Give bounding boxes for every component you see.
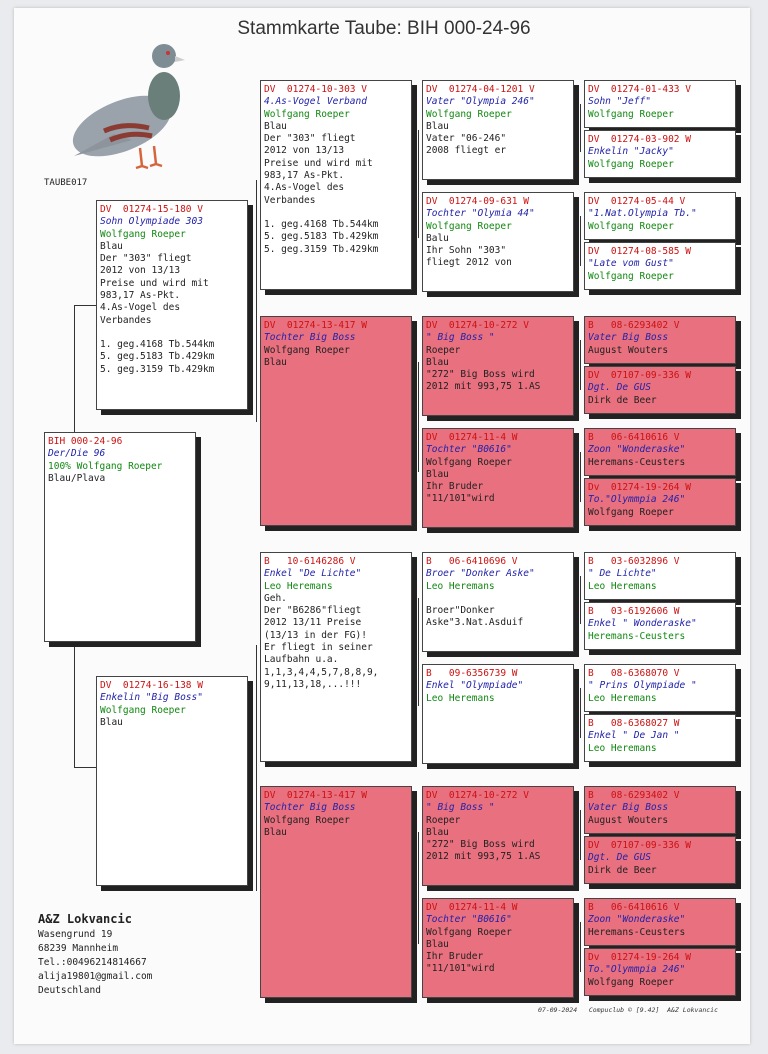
card-line: Leo Heremans — [588, 580, 657, 592]
card-line: Tochter Big Boss — [264, 332, 356, 344]
card-line: "Late vom Gust" — [588, 258, 674, 270]
ring-number: DV 07107-09-336 W — [588, 840, 691, 851]
card-line: Leo Heremans — [264, 580, 333, 592]
ring-number: B 03-6032896 V — [588, 556, 680, 567]
card-line: 4.As-Vogel des — [264, 182, 345, 194]
card-line: Blau — [426, 468, 449, 480]
card-line: 5. geg.5183 Tb.429km — [264, 231, 379, 243]
ring-number: B 06-6410616 V — [588, 902, 680, 913]
card-line: Blau — [426, 356, 449, 368]
card-line: Er fliegt in seiner — [264, 642, 373, 654]
ring-number: B 08-6368027 W — [588, 718, 680, 729]
card-line: Ihr Bruder — [426, 481, 484, 493]
card-line: Leo Heremans — [588, 692, 657, 704]
card-line: Roeper — [426, 814, 461, 826]
card-line: Wolfgang Roeper — [100, 228, 186, 240]
pedigree-card-sire[interactable] — [96, 200, 248, 410]
pigeon-photo — [44, 36, 194, 176]
pedigree-card-ggg-7[interactable] — [584, 428, 736, 476]
card-line: 5. geg.5183 Tb.429km — [100, 351, 215, 363]
card-line: Roeper — [426, 344, 461, 356]
card-line: Wolfgang Roeper — [426, 108, 512, 120]
card-line: Dirk de Beer — [588, 394, 657, 406]
owner-country: Deutschland — [38, 985, 101, 996]
ring-number: BIH 000-24-96 — [48, 436, 123, 447]
card-line: Enkel " De Jan " — [588, 730, 680, 742]
connector — [74, 767, 98, 768]
card-line: Wolfgang Roeper — [588, 158, 674, 170]
owner-address — [38, 910, 152, 998]
pedigree-card-gg-7[interactable] — [422, 786, 574, 886]
pedigree-card-ggg-9[interactable] — [584, 552, 736, 600]
card-line: Tochter "B0616" — [426, 914, 512, 926]
connector — [418, 362, 419, 472]
card-line: Dgt. De GUS — [588, 852, 651, 864]
connector — [580, 688, 581, 738]
pedigree-card-ggg-5[interactable] — [584, 316, 736, 364]
card-line: Zoon "Wonderaske" — [588, 444, 686, 456]
ring-number: B 06-6410616 V — [588, 432, 680, 443]
pedigree-card-ggg-3[interactable] — [584, 192, 736, 240]
card-line: 2008 fliegt er — [426, 145, 507, 157]
card-line: Laufbahn u.a. — [264, 654, 339, 666]
connector — [580, 452, 581, 502]
card-line: "1.Nat.Olympia Tb." — [588, 208, 697, 220]
card-line: Wolfgang Roeper — [264, 814, 350, 826]
card-line: Verbandes — [264, 194, 316, 206]
owner-address-line: 68239 Mannheim — [38, 943, 119, 954]
pedigree-card-gg-1[interactable] — [422, 80, 574, 180]
card-line: 983,17 As-Pkt. — [100, 290, 181, 302]
ring-number: Dv 01274-19-264 W — [588, 952, 691, 963]
card-line: Leo Heremans — [426, 580, 495, 592]
connector — [418, 130, 419, 238]
card-line: Blau — [264, 356, 287, 368]
card-line: Geh. — [264, 592, 287, 604]
card-line: Dgt. De GUS — [588, 382, 651, 394]
pedigree-card-gg-8[interactable] — [422, 898, 574, 998]
ring-number: DV 01274-04-1201 V — [426, 84, 535, 95]
ring-number: B 08-6293402 V — [588, 320, 680, 331]
card-line: 5. geg.3159 Tb.429km — [100, 363, 215, 375]
card-line: Enkel "De Lichte" — [264, 568, 362, 580]
card-line: Der "B6286"fliegt — [264, 605, 362, 617]
card-line: To."Olymmpia 246" — [588, 964, 686, 976]
ring-number: DV 01274-03-902 W — [588, 134, 691, 145]
card-line: Blau — [264, 120, 287, 132]
card-line: Blau — [426, 120, 449, 132]
pedigree-card-ggg-2[interactable] — [584, 130, 736, 178]
card-line: Preise und wird mit — [100, 277, 209, 289]
card-line: Wolfgang Roeper — [426, 220, 512, 232]
card-line: 5. geg.3159 Tb.429km — [264, 243, 379, 255]
pedigree-card-ggg-16[interactable] — [584, 948, 736, 996]
card-line: 100% Wolfgang Roeper — [48, 460, 163, 472]
connector — [418, 832, 419, 944]
connector — [580, 104, 581, 152]
card-line: "272" Big Boss wird — [426, 369, 535, 381]
connector — [580, 810, 581, 860]
card-line: Blau — [264, 826, 287, 838]
card-line: 2012 von 13/13 — [264, 145, 345, 157]
card-line: Enkelin "Big Boss" — [100, 692, 203, 704]
card-line: Blau — [426, 826, 449, 838]
bird-caption: TAUBE017 — [44, 178, 88, 188]
ring-number: DV 01274-15-180 V — [100, 204, 203, 215]
ring-number: DV 07107-09-336 W — [588, 370, 691, 381]
card-line: Aske"3.Nat.Asduif — [426, 617, 524, 629]
card-line: Leo Heremans — [426, 692, 495, 704]
card-line: 1. geg.4168 Tb.544km — [264, 218, 379, 230]
connector — [580, 216, 581, 266]
card-line — [426, 593, 570, 605]
card-line: " Big Boss " — [426, 802, 495, 814]
card-line: 1,1,3,4,4,5,7,8,8,9, — [264, 666, 379, 678]
card-line: Heremans-Ceusters — [588, 456, 686, 468]
pedigree-card-dam-sire[interactable] — [260, 552, 412, 762]
owner-email: alija19801@gmail.com — [38, 971, 153, 982]
card-line: Wolfgang Roeper — [588, 108, 674, 120]
card-line: 1. geg.4168 Tb.544km — [100, 338, 215, 350]
card-line: " Big Boss " — [426, 332, 495, 344]
ring-number: DV 01274-16-138 W — [100, 680, 203, 691]
pedigree-card-sire-dam[interactable] — [260, 316, 412, 526]
pedigree-card-ggg-14[interactable] — [584, 836, 736, 884]
card-line: Sohn Olympiade 303 — [100, 216, 203, 228]
card-line: Tochter Big Boss — [264, 802, 356, 814]
card-line: Verbandes — [100, 314, 152, 326]
card-line: Enkelin "Jacky" — [588, 146, 674, 158]
pedigree-card-ggg-12[interactable] — [584, 714, 736, 762]
card-line: Wolfgang Roeper — [264, 108, 350, 120]
ring-number: DV 01274-08-585 W — [588, 246, 691, 257]
card-line: 2012 mit 993,75 1.AS — [426, 381, 541, 393]
card-line: To."Olymmpia 246" — [588, 494, 686, 506]
card-line: Der "303" fliegt — [264, 133, 356, 145]
card-line: Tochter "Olymia 44" — [426, 208, 535, 220]
card-line: fliegt 2012 von — [426, 257, 512, 269]
ring-number: B 03-6192606 W — [588, 606, 680, 617]
card-line: Vater "Olympia 246" — [426, 96, 535, 108]
ring-number: DV 01274-13-417 W — [264, 790, 367, 801]
ring-number: Dv 01274-19-264 W — [588, 482, 691, 493]
card-line: Tochter "B0616" — [426, 444, 512, 456]
ring-number: DV 01274-05-44 V — [588, 196, 686, 207]
card-line — [264, 207, 408, 219]
card-line: Blau/Plava — [48, 472, 106, 484]
ring-number: DV 01274-10-272 V — [426, 790, 529, 801]
connector — [418, 598, 419, 706]
card-line: August Wouters — [588, 344, 669, 356]
card-line: "11/101"wird — [426, 493, 495, 505]
pedigree-card-dam[interactable] — [96, 676, 248, 886]
owner-phone: Tel.:00496214814667 — [38, 957, 147, 968]
ring-number: DV 01274-10-272 V — [426, 320, 529, 331]
pedigree-card-ggg-13[interactable] — [584, 786, 736, 834]
card-line: 983,17 As-Pkt. — [264, 170, 345, 182]
pedigree-card-gg-2[interactable] — [422, 192, 574, 292]
card-line: Heremans-Ceusters — [588, 630, 686, 642]
pedigree-card-ggg-8[interactable] — [584, 478, 736, 526]
pedigree-card-subject[interactable] — [44, 432, 196, 642]
card-line: Ihr Bruder — [426, 951, 484, 963]
connector — [74, 305, 98, 306]
connector — [580, 922, 581, 972]
pedigree-card-ggg-10[interactable] — [584, 602, 736, 650]
card-line — [100, 327, 244, 339]
page-title: Stammkarte Taube: BIH 000-24-96 — [237, 18, 531, 39]
pedigree-card-ggg-1[interactable] — [584, 80, 736, 128]
card-line: Blau — [100, 716, 123, 728]
connector — [256, 180, 257, 422]
ring-number: DV 01274-11-4 W — [426, 432, 518, 443]
card-line: Enkel "Olympiade" — [426, 680, 524, 692]
card-line: "11/101"wird — [426, 963, 495, 975]
card-line: Der "303" fliegt — [100, 253, 192, 265]
card-line: Heremans-Ceusters — [588, 926, 686, 938]
card-line: Vater "06-246" — [426, 133, 507, 145]
ring-number: DV 01274-13-417 W — [264, 320, 367, 331]
pedigree-card-ggg-15[interactable] — [584, 898, 736, 946]
card-line: Broer"Donker — [426, 604, 495, 616]
card-line: 2012 mit 993,75 1.AS — [426, 851, 541, 863]
ring-number: DV 01274-11-4 W — [426, 902, 518, 913]
card-line: Preise und wird mit — [264, 157, 373, 169]
card-line: 2012 13/11 Preise — [264, 617, 362, 629]
footer-credit: 07-09-2024 Compuclub © [9.42] A&Z Lokvancic — [538, 1006, 719, 1014]
connector — [580, 340, 581, 390]
card-line: Wolfgang Roeper — [588, 976, 674, 988]
card-line: Wolfgang Roeper — [426, 926, 512, 938]
ring-number: B 09-6356739 W — [426, 668, 518, 679]
card-line: 9,11,13,18,...!!! — [264, 678, 362, 690]
card-line: Balu — [426, 232, 449, 244]
card-line: Wolfgang Roeper — [588, 270, 674, 282]
ring-number: B 08-6293402 V — [588, 790, 680, 801]
ring-number: B 08-6368070 V — [588, 668, 680, 679]
pedigree-card-ggg-4[interactable] — [584, 242, 736, 290]
pedigree-card-ggg-6[interactable] — [584, 366, 736, 414]
card-line: Sohn "Jeff" — [588, 96, 651, 108]
card-line: Blau — [100, 240, 123, 252]
pedigree-card-gg-5[interactable] — [422, 552, 574, 652]
pedigree-card-gg-4[interactable] — [422, 428, 574, 528]
card-line: Wolfgang Roeper — [100, 704, 186, 716]
pedigree-card-gg-6[interactable] — [422, 664, 574, 764]
connector — [580, 576, 581, 624]
ring-number: DV 01274-01-433 V — [588, 84, 691, 95]
card-line: Enkel " Wonderaske" — [588, 618, 697, 630]
card-line: (13/13 in der FG)! — [264, 629, 367, 641]
card-line: "272" Big Boss wird — [426, 839, 535, 851]
card-line: August Wouters — [588, 814, 669, 826]
card-line: Wolfgang Roeper — [426, 456, 512, 468]
card-line: Wolfgang Roeper — [588, 506, 674, 518]
card-line: Vater Big Boss — [588, 802, 669, 814]
card-line: Ihr Sohn "303" — [426, 245, 507, 257]
card-line: 2012 von 13/13 — [100, 265, 181, 277]
pedigree-card-gg-3[interactable] — [422, 316, 574, 416]
card-line: Vater Big Boss — [588, 332, 669, 344]
card-line: Zoon "Wonderaske" — [588, 914, 686, 926]
card-line: Blau — [426, 938, 449, 950]
card-line: Leo Heremans — [588, 742, 657, 754]
card-line: Wolfgang Roeper — [588, 220, 674, 232]
card-line: Dirk de Beer — [588, 864, 657, 876]
pedigree-card-dam-dam[interactable] — [260, 786, 412, 998]
ring-number: B 06-6410696 V — [426, 556, 518, 567]
card-line: 4.As-Vogel des — [100, 302, 181, 314]
card-line: Broer "Donker Aske" — [426, 568, 535, 580]
owner-address-line: Wasengrund 19 — [38, 929, 113, 940]
owner-name: A&Z Lokvancic — [38, 912, 132, 926]
ring-number: DV 01274-09-631 W — [426, 196, 529, 207]
card-line: 4.As-Vogel Verband — [264, 96, 367, 108]
card-line: Der/Die 96 — [48, 448, 106, 460]
pedigree-card-ggg-11[interactable] — [584, 664, 736, 712]
ring-number: DV 01274-10-303 V — [264, 84, 367, 95]
card-line: " Prins Olympiade " — [588, 680, 697, 692]
card-line: " De Lichte" — [588, 568, 657, 580]
card-line: Wolfgang Roeper — [264, 344, 350, 356]
connector — [256, 645, 257, 891]
pedigree-card-sire-sire[interactable] — [260, 80, 412, 290]
ring-number: B 10-6146286 V — [264, 556, 356, 567]
